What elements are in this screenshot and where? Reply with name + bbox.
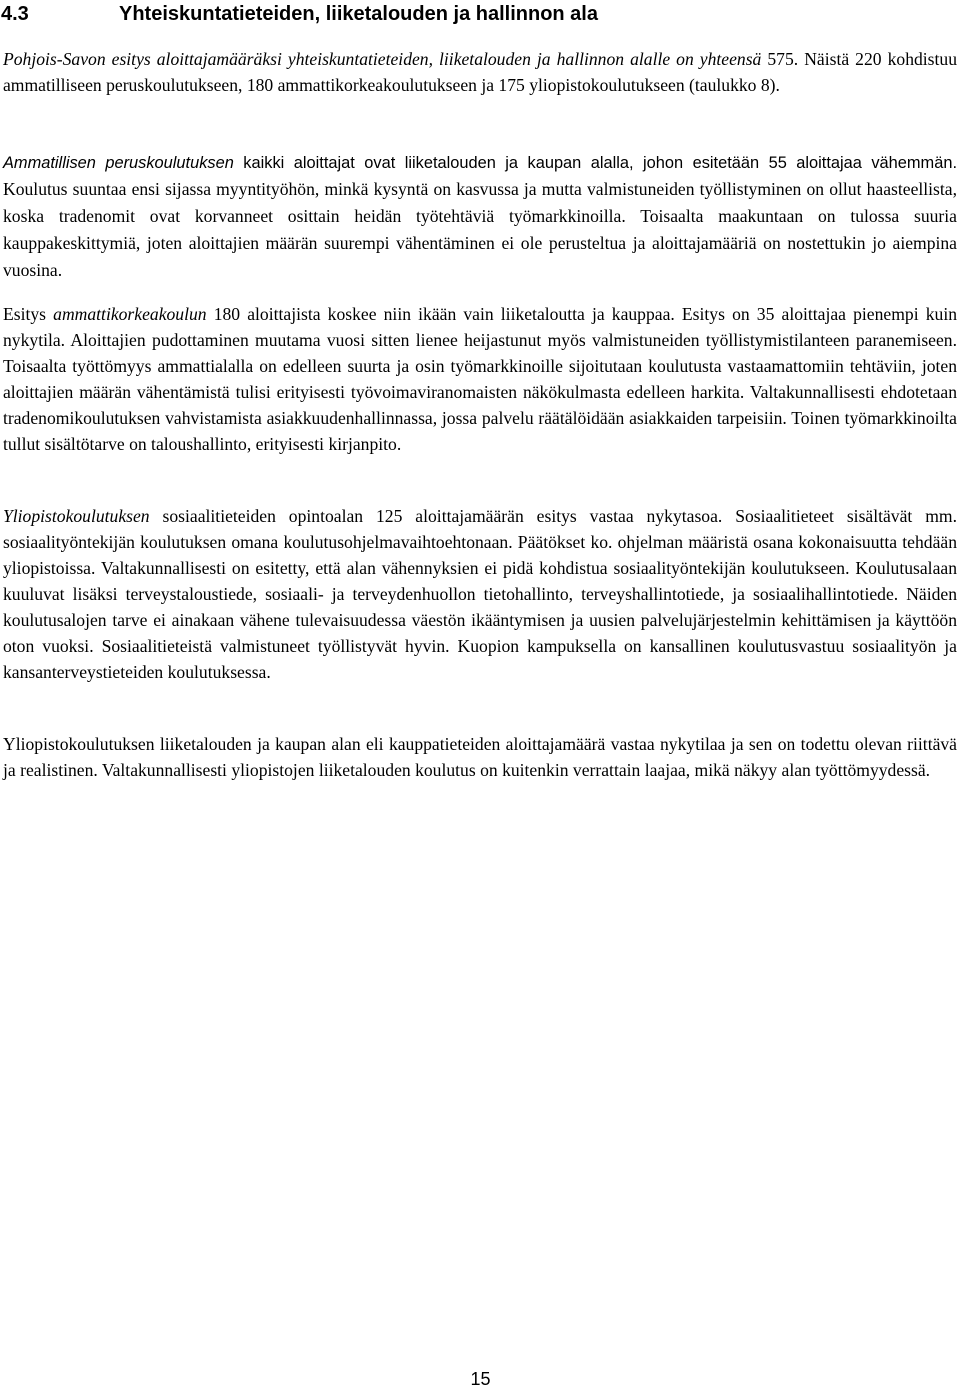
- paragraph-university-text: sosiaalitieteiden opintoalan 125 aloittajamäärän esitys vastaa nykytasoa. Sosiaalitieteet sisältävät mm. sosiaalityöntekijän koulutuksen omana koulutusohjelmavaihtoehtonaan. Päätökset ko. ohjelman määristä osana kokonaisuutta tehdään yliopistoissa. Valtakunnallisesti on esitetty, että alan vähennyksien ei pidä kohdistua sosiaalityöntekijän koulutukseen. Koulutusalaan kuuluvat lisäksi terveystaloustiede, sosiaali- ja terveydenhuollon tietohallinto, terveyshallintotiede, ja sosiaalihallintotiede. Näiden koulutusalojen tarve ei ainakaan vähene tulevaisuudessa väestön ikääntymisen ja uusien palvelujärjestelmin kehittämisen ja käyttöön oton vuoksi. Sosiaalitieteistä valmistuneet työllistyvät hyvin. Kuopion kampuksella on kansallinen koulutusvastuu sosiaalityön ja kansanterveystieteiden koulutuksessa.: [3, 506, 957, 682]
- paragraph-vocational-text: Koulutus suuntaa ensi sijassa myyntityöhön, minkä kysyntä on kasvussa ja mutta valmistuneiden työllistyminen on ollut haasteellista, koska tradenomit ovat korvanneet osittain heidän työtehtäviä työmarkkinoilla. Toisaalta maakuntaan on tulossa suuria kauppakeskittymiä, joten aloittajien määrän suurempi vähentäminen ei ole perusteltua ja aloittajamääriä on nostettukin jo aiempina vuosina.: [3, 179, 957, 280]
- paragraph-summary-text: 575. Näistä 220 kohdistuu ammatilliseen peruskoulutukseen, 180 ammattikorkeakoulutukseen ja 175 yliopistokoulutukseen (taulukko 8).: [3, 49, 957, 95]
- paragraph-vocational: [3, 149, 957, 284]
- page-number-text: 15: [470, 1369, 491, 1389]
- paragraph-polytechnic-italic: ammattikorkeakoulun: [53, 304, 207, 324]
- paragraph-polytechnic: [3, 301, 957, 457]
- paragraph-polytechnic-text: 180 aloittajista koskee niin ikään vain liiketaloutta ja kauppaa. Esitys on 35 aloittajaa pienempi kuin nykytila. Aloittajien pudottaminen muutama vuosi sitten lienee heijastunut myös valmistuneiden työllistymistilanteen paranemiseen. Toisaalta työttömyys ammattialalla on edelleen suurta ja osin työmarkkinoille sijoitutaan koulutusta vastaamattomiin tehtäviin, joten aloittajien määrän vähentämistä tulisi erityisesti työvoimaviranomaisten näkökulmasta edelleen harkita. Valtakunnallisesti ehdotetaan tradenomikoulutuksen vahvistamista asiakkuudenhallinnassa, jossa palvelu räätälöidään asiakkaiden tarpeisiin. Toinen työmarkkinoilta tullut sisältötarve on taloushallinto, erityisesti kirjanpito.: [3, 304, 958, 454]
- section-title: Yhteiskuntatieteiden, liiketalouden ja hallinnon ala: [119, 3, 598, 25]
- paragraph-university-lead: Yliopistokoulutuksen: [3, 506, 150, 526]
- paragraph-vocational-lead: Ammatillisen peruskoulutuksen: [3, 154, 234, 172]
- paragraph-summary: [3, 46, 957, 98]
- paragraph-business-university: Yliopistokoulutuksen liiketalouden ja kaupan alan eli kauppatieteiden aloittajamäärä vastaa nykytilaa ja sen on todettu olevan riittävä ja realistinen. Valtakunnallisesti yliopistojen liiketalouden koulutus on kuitenkin verrattain laajaa, mikä näkyy alan työttömyydessä.: [3, 734, 957, 780]
- page-number: [0, 1368, 960, 1390]
- section-number: 4.3: [1, 3, 29, 25]
- paragraph-vocational-text-sans: kaikki aloittajat ovat liiketalouden ja kaupan alalla, johon esitetään 55 aloittajaa vähemmän.: [233, 154, 957, 172]
- paragraph-summary-lead: Pohjois-Savon esitys aloittajamääräksi yhteiskuntatieteiden, liiketalouden ja hallinnon alalle on yhteensä: [3, 49, 762, 69]
- section-heading: [1, 0, 598, 28]
- paragraph-polytechnic-lead: Esitys: [3, 304, 54, 324]
- paragraph-university: [3, 503, 957, 685]
